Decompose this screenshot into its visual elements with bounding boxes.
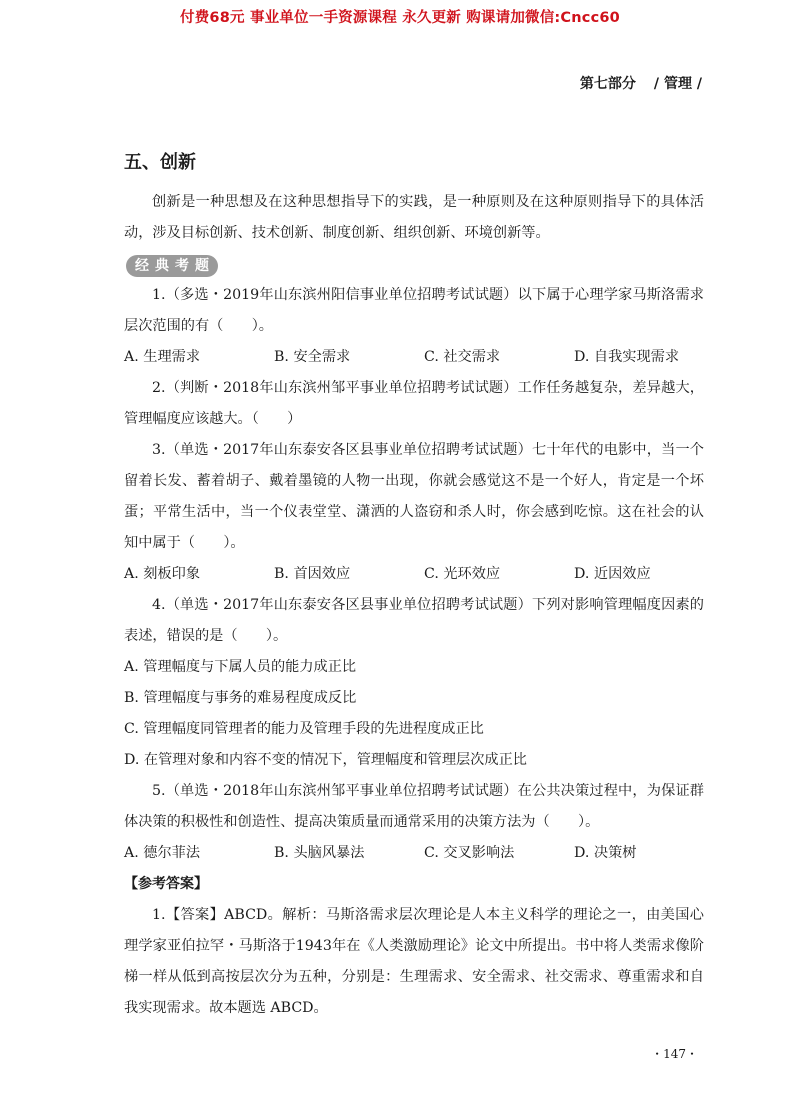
page-number: ・147・ [651, 1047, 698, 1061]
section-part: 第七部分 [579, 76, 636, 92]
section-header [580, 73, 702, 93]
option: C. 管理幅度同管理者的能力及管理手段的先进程度成正比 [124, 721, 484, 737]
badge-char: 经 [135, 258, 149, 274]
option: D. 自我实现需求 [574, 349, 680, 365]
option: A. 刻板印象 [124, 566, 201, 582]
section-title: 五、创新 [124, 152, 196, 173]
question-5: 5.（单选・2018年山东滨州邹平事业单位招聘考试试题）在公共决策过程中，为保证群体决策的积极性和创造性、提高决策质量而通常采用的决策方法为（ ）。 [124, 783, 704, 830]
option: B. 首因效应 [274, 566, 351, 582]
promo-banner: 付费68元 事业单位一手资源课程 永久更新 购课请加微信:Cncc60 [180, 10, 620, 26]
option: B. 安全需求 [274, 349, 351, 365]
section-name: 管理 [664, 76, 692, 92]
option: D. 在管理对象和内容不变的情况下，管理幅度和管理层次成正比 [124, 752, 527, 768]
option: B. 管理幅度与事务的难易程度成反比 [124, 690, 357, 706]
option: D. 决策树 [574, 845, 637, 861]
question-5-options [124, 838, 704, 869]
option: B. 头脑风暴法 [274, 845, 365, 861]
badge-char: 考 [175, 258, 189, 274]
option: C. 光环效应 [424, 566, 501, 582]
question-1: 1.（多选・2019年山东滨州阳信事业单位招聘考试试题）以下属于心理学家马斯洛需求层次范围的有（ ）。 [124, 287, 704, 334]
option: C. 交叉影响法 [424, 845, 515, 861]
badge-char: 典 [155, 258, 169, 274]
slash-separator: / [692, 76, 702, 92]
question-2: 2.（判断・2018年山东滨州邹平事业单位招聘考试试题）工作任务越复杂，差异越大，管理幅度应该越大。（ ） [124, 380, 704, 427]
option: C. 社交需求 [424, 349, 501, 365]
option: D. 近因效应 [574, 566, 651, 582]
intro-paragraph: 创新是一种思想及在这种思想指导下的实践，是一种原则及在这种原则指导下的具体活动，涉及目标创新、技术创新、制度创新、组织创新、环境创新等。 [124, 194, 704, 241]
classic-exam-badge [126, 255, 218, 277]
question-4: 4.（单选・2017年山东泰安各区县事业单位招聘考试试题）下列对影响管理幅度因素的表述，错误的是（ ）。 [124, 597, 704, 644]
option: A. 生理需求 [124, 349, 201, 365]
option: A. 德尔菲法 [124, 845, 201, 861]
slash-separator: / [653, 76, 659, 92]
option: A. 管理幅度与下属人员的能力成正比 [124, 659, 357, 675]
question-3: 3.（单选・2017年山东泰安各区县事业单位招聘考试试题）七十年代的电影中，当一个留着长发、蓄着胡子、戴着墨镜的人物一出现，你就会感觉这不是一个好人，肯定是一个坏蛋；平常生活中，当一个仪表堂堂、潇洒的人盗窃和杀人时，你会感到吃惊。这在社会的认知中属于（ ）。 [124, 442, 704, 551]
question-1-options [124, 342, 704, 373]
answer-1: 1.【答案】ABCD。解析：马斯洛需求层次理论是人本主义科学的理论之一，由美国心理学家亚伯拉罕・马斯洛于1943年在《人类激励理论》论文中所提出。书中将人类需求像阶梯一样从低到高按层次分为五种，分别是：生理需求、安全需求、社交需求、尊重需求和自我实现需求。故本题选 ABCD。 [124, 907, 704, 1016]
answer-heading: 【参考答案】 [124, 876, 208, 892]
question-3-options [124, 559, 704, 590]
badge-char: 题 [195, 258, 209, 274]
page-content [124, 187, 704, 1024]
